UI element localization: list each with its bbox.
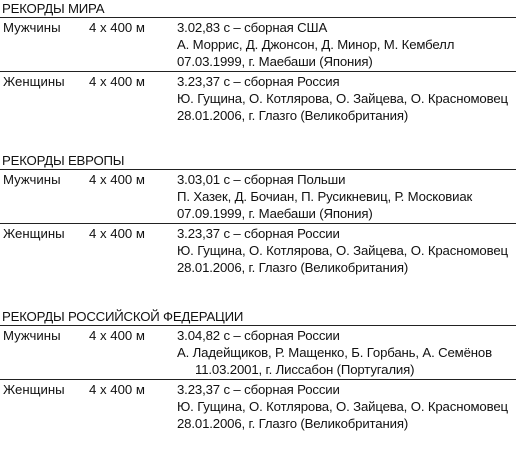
record-athletes: П. Хазек, Д. Бочиан, П. Русикневиц, Р. Московиак (177, 189, 473, 204)
event-cell: 4 х 400 м (89, 226, 145, 241)
event-cell: 4 х 400 м (89, 328, 145, 343)
record-details (177, 171, 512, 222)
record-athletes: Ю. Гущина, О. Котлярова, О. Зайцева, О. Красномовец (177, 91, 508, 106)
section-title: РЕКОРДЫ РОССИЙСКОЙ ФЕДЕРАЦИИ (2, 309, 244, 324)
record-athletes: Ю. Гущина, О. Котлярова, О. Зайцева, О. Красномовец (177, 399, 508, 414)
record-row (0, 72, 516, 125)
record-time-team: 3.23,37 с – сборная России (177, 226, 340, 241)
gender-cell: Женщины (3, 74, 65, 89)
section-title: РЕКОРДЫ МИРА (2, 1, 105, 16)
gender-cell: Мужчины (3, 20, 61, 35)
gender-cell: Мужчины (3, 328, 61, 343)
record-time-team: 3.04,82 с – сборная России (177, 328, 340, 343)
section-europe-records (0, 152, 516, 277)
record-time-team: 3.23,37 с – сборная России (177, 382, 340, 397)
record-row (0, 18, 516, 71)
record-date-place: 11.03.2001, г. Лиссабон (Португалия) (195, 362, 415, 377)
record-date-place: 07.09.1999, г. Маебаши (Япония) (177, 206, 373, 221)
record-details (177, 73, 512, 124)
gender-cell: Мужчины (3, 172, 61, 187)
record-row (0, 380, 516, 433)
record-athletes: Ю. Гущина, О. Котлярова, О. Зайцева, О. Красномовец (177, 243, 508, 258)
event-cell: 4 х 400 м (89, 172, 145, 187)
record-row (0, 170, 516, 223)
record-date-place: 28.01.2006, г. Глазго (Великобритания) (177, 260, 409, 275)
record-time-team: 3.23,37 с – сборная Россия (177, 74, 340, 89)
record-date-place: 07.03.1999, г. Маебаши (Япония) (177, 54, 373, 69)
event-cell: 4 х 400 м (89, 74, 145, 89)
record-time-team: 3.03,01 с – сборная Польши (177, 172, 346, 187)
record-athletes: А. Ладейщиков, Р. Мащенко, Б. Горбань, А. Семёнов (177, 345, 492, 360)
record-details (177, 19, 512, 70)
section-world-records (0, 0, 516, 125)
record-row (0, 224, 516, 277)
event-cell: 4 х 400 м (89, 20, 145, 35)
event-cell: 4 х 400 м (89, 382, 145, 397)
section-russia-records (0, 308, 516, 433)
gender-cell: Женщины (3, 382, 65, 397)
record-athletes: А. Моррис, Д. Джонсон, Д. Минор, М. Кембелл (177, 37, 455, 52)
record-date-place: 28.01.2006, г. Глазго (Великобритания) (177, 416, 409, 431)
record-date-place: 28.01.2006, г. Глазго (Великобритания) (177, 108, 409, 123)
section-title: РЕКОРДЫ ЕВРОПЫ (2, 153, 125, 168)
record-details (177, 381, 512, 432)
record-time-team: 3.02,83 с – сборная США (177, 20, 328, 35)
record-details (177, 327, 512, 378)
gender-cell: Женщины (3, 226, 65, 241)
record-details (177, 225, 512, 276)
record-row (0, 326, 516, 379)
